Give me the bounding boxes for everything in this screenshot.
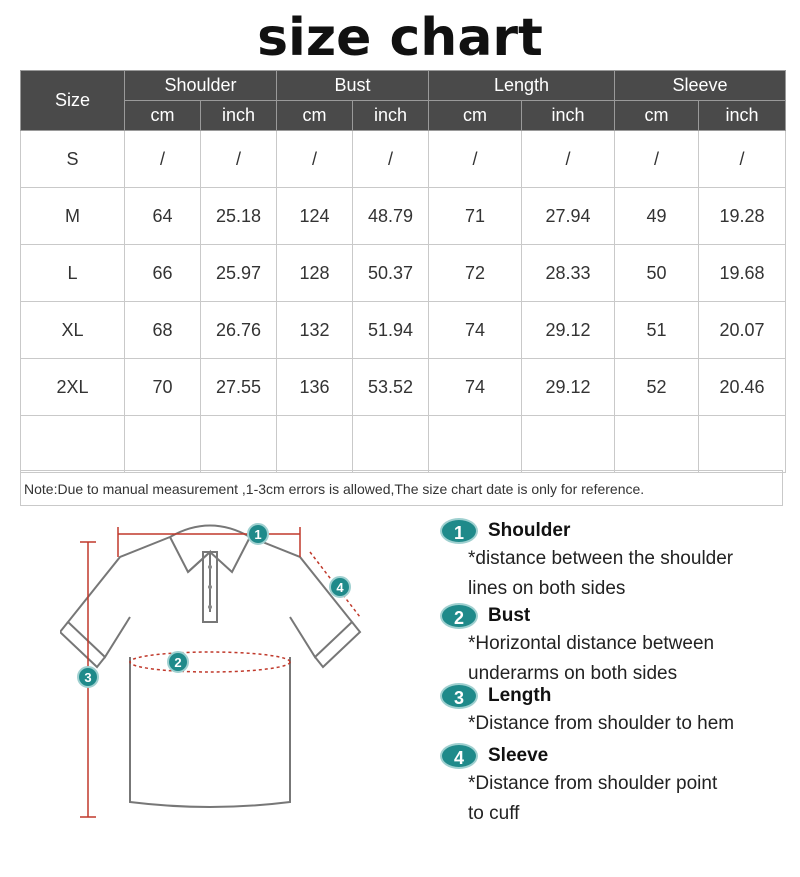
- table-row: [21, 416, 786, 473]
- measurement-legend: [440, 518, 790, 828]
- size-cell: S: [21, 131, 125, 188]
- legend-desc: *Distance from shoulder to hem: [468, 713, 735, 734]
- value-cell: 50: [615, 245, 699, 302]
- table-body: [21, 131, 786, 473]
- value-cell: 29.12: [522, 302, 615, 359]
- unit-header: cm: [429, 101, 522, 131]
- table-row: [21, 359, 786, 416]
- legend-title: Sleeve: [488, 745, 549, 766]
- legend-item-sleeve: [440, 743, 790, 828]
- legend-desc: *distance between the shoulder: [468, 548, 734, 569]
- size-cell: L: [21, 245, 125, 302]
- value-cell: 20.46: [699, 359, 786, 416]
- value-cell: 74: [429, 359, 522, 416]
- value-cell: 49: [615, 188, 699, 245]
- value-cell: [522, 416, 615, 473]
- unit-header: cm: [277, 101, 353, 131]
- badge-2: 2: [440, 603, 478, 629]
- value-cell: 25.18: [201, 188, 277, 245]
- legend-desc: to cuff: [468, 803, 520, 824]
- value-cell: [277, 416, 353, 473]
- value-cell: 51.94: [353, 302, 429, 359]
- legend-item-shoulder: [440, 518, 790, 603]
- unit-header: cm: [615, 101, 699, 131]
- value-cell: 132: [277, 302, 353, 359]
- value-cell: [615, 416, 699, 473]
- value-cell: /: [277, 131, 353, 188]
- legend-item-bust: [440, 603, 790, 683]
- value-cell: 64: [125, 188, 201, 245]
- unit-header: inch: [522, 101, 615, 131]
- badge-1: 1: [440, 518, 478, 544]
- value-cell: 27.94: [522, 188, 615, 245]
- badge-4: 4: [440, 743, 478, 769]
- svg-text:2: 2: [174, 655, 182, 670]
- value-cell: 50.37: [353, 245, 429, 302]
- value-cell: /: [615, 131, 699, 188]
- value-cell: 72: [429, 245, 522, 302]
- value-cell: 74: [429, 302, 522, 359]
- svg-text:3: 3: [84, 670, 92, 685]
- size-cell: 2XL: [21, 359, 125, 416]
- header-bust: Bust: [277, 71, 429, 101]
- shirt-diagram: [60, 512, 400, 832]
- value-cell: 51: [615, 302, 699, 359]
- table-row: [21, 131, 786, 188]
- value-cell: [201, 416, 277, 473]
- legend-title: Length: [488, 685, 552, 706]
- unit-header: inch: [699, 101, 786, 131]
- legend-desc: *Distance from shoulder point: [468, 773, 718, 794]
- table-row: [21, 302, 786, 359]
- size-table: [20, 70, 786, 473]
- marker-3: [78, 667, 98, 687]
- header-shoulder: Shoulder: [125, 71, 277, 101]
- size-header: Size: [21, 71, 125, 131]
- badge-3: 3: [440, 683, 478, 709]
- value-cell: 128: [277, 245, 353, 302]
- value-cell: 26.76: [201, 302, 277, 359]
- value-cell: /: [353, 131, 429, 188]
- value-cell: [699, 416, 786, 473]
- value-cell: 68: [125, 302, 201, 359]
- marker-badges: [78, 524, 350, 687]
- marker-2: [168, 652, 188, 672]
- measure-lines: [80, 527, 360, 817]
- svg-text:4: 4: [336, 580, 344, 595]
- marker-4: [330, 577, 350, 597]
- value-cell: 20.07: [699, 302, 786, 359]
- value-cell: [429, 416, 522, 473]
- value-cell: [125, 416, 201, 473]
- legend-desc: underarms on both sides: [468, 663, 678, 684]
- page-title: size chart: [257, 8, 543, 68]
- note-text: Note:Due to manual measurement ,1-3cm errors is allowed,The size chart date is only for reference.: [20, 470, 783, 506]
- unit-header: cm: [125, 101, 201, 131]
- marker-1: [248, 524, 268, 544]
- legend-item-length: [440, 683, 790, 743]
- table-row: [21, 245, 786, 302]
- value-cell: 66: [125, 245, 201, 302]
- value-cell: /: [429, 131, 522, 188]
- value-cell: 124: [277, 188, 353, 245]
- value-cell: 52: [615, 359, 699, 416]
- legend-title: Bust: [488, 605, 531, 626]
- value-cell: 29.12: [522, 359, 615, 416]
- svg-text:1: 1: [254, 527, 262, 542]
- table-row: [21, 188, 786, 245]
- value-cell: 48.79: [353, 188, 429, 245]
- value-cell: 28.33: [522, 245, 615, 302]
- unit-header: inch: [353, 101, 429, 131]
- value-cell: 70: [125, 359, 201, 416]
- unit-header: inch: [201, 101, 277, 131]
- value-cell: 19.68: [699, 245, 786, 302]
- value-cell: [353, 416, 429, 473]
- value-cell: 19.28: [699, 188, 786, 245]
- value-cell: /: [699, 131, 786, 188]
- header-sleeve: Sleeve: [615, 71, 786, 101]
- size-cell: XL: [21, 302, 125, 359]
- value-cell: /: [522, 131, 615, 188]
- legend-desc: lines on both sides: [468, 578, 626, 599]
- legend-title: Shoulder: [488, 520, 571, 541]
- value-cell: 53.52: [353, 359, 429, 416]
- legend-desc: *Horizontal distance between: [468, 633, 715, 654]
- value-cell: /: [125, 131, 201, 188]
- value-cell: 136: [277, 359, 353, 416]
- size-cell: M: [21, 188, 125, 245]
- header-length: Length: [429, 71, 615, 101]
- value-cell: 27.55: [201, 359, 277, 416]
- size-cell: [21, 416, 125, 473]
- value-cell: /: [201, 131, 277, 188]
- value-cell: 71: [429, 188, 522, 245]
- value-cell: 25.97: [201, 245, 277, 302]
